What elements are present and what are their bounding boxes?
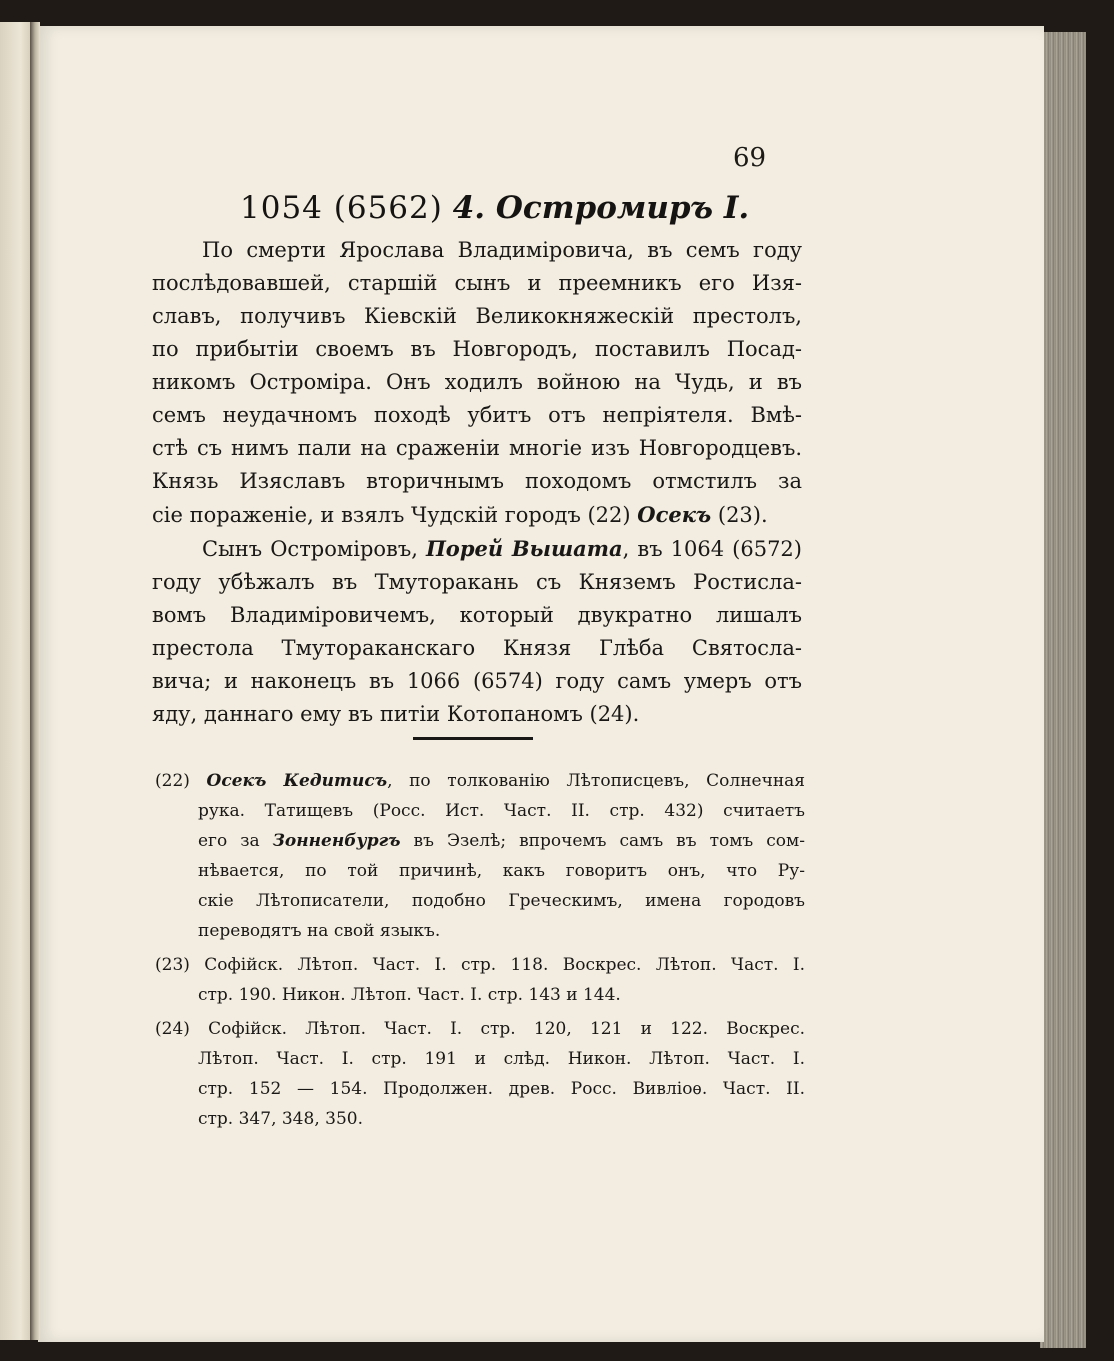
main-text	[152, 234, 802, 731]
text-line: престола Тмутораканскаго Князя Глѣба Святосла-	[152, 636, 802, 660]
footnote-line: скіе Лѣтописатели, подобно Греческимъ, имена городовъ	[198, 891, 805, 911]
right-page-stack-edge	[1040, 32, 1086, 1348]
text-run: Софійск. Лѣтоп. Част. I. стр. 120, 121 и 122. Воскрес.	[208, 1019, 805, 1039]
footnote-22	[155, 766, 805, 946]
footnote-marker: (23)	[155, 955, 190, 975]
footnote-line: стр. 347, 348, 350.	[198, 1109, 363, 1129]
footnotes	[155, 766, 805, 1138]
text-line: Князь Изяславъ вторичнымъ походомъ отмстилъ за	[152, 469, 802, 493]
footnote-line	[155, 950, 805, 980]
footnote-term: Зонненбургъ	[272, 831, 401, 851]
text-line: семъ неудачномъ походѣ убитъ отъ непріятеля. Вмѣ-	[152, 403, 802, 427]
text-line: никомъ Остроміра. Онъ ходилъ войною на Чудь, и въ	[152, 370, 802, 394]
text-line: послѣдовавшей, старшій сынъ и преемникъ его Изя-	[152, 271, 802, 295]
text-line: по прибытіи своемъ въ Новгородъ, поставилъ Посад-	[152, 337, 802, 361]
text-line: вомъ Владиміровичемъ, который двукратно лишалъ	[152, 603, 802, 627]
footnote-line	[155, 766, 805, 796]
text-line	[152, 498, 802, 532]
text-line	[152, 532, 802, 566]
text-run: Софійск. Лѣтоп. Част. I. стр. 118. Воскрес. Лѣтоп. Част. I.	[204, 955, 805, 975]
footnote-marker: (24)	[155, 1019, 190, 1039]
footnote-line: Лѣтоп. Част. I. стр. 191 и слѣд. Никон. Лѣтоп. Част. I.	[198, 1049, 805, 1069]
text-line: году убѣжалъ въ Тмуторакань съ Княземъ Ростисла-	[152, 570, 802, 594]
footnote-line: нѣвается, по той причинѣ, какъ говоритъ онъ, что Ру-	[198, 861, 805, 881]
footnote-24	[155, 1014, 805, 1134]
footnote-line: рука. Татищевъ (Росс. Ист. Част. II. стр. 432) считаетъ	[198, 801, 805, 821]
footnote-line: стр. 152 — 154. Продолжен. древ. Росс. Вивліоѳ. Част. II.	[198, 1079, 805, 1099]
heading-label: 4. Остромиръ I.	[452, 190, 750, 226]
text-line: славъ, получивъ Кіевскій Великокняжескій престолъ,	[152, 304, 802, 328]
footnote-line: переводятъ на свой языкъ.	[198, 921, 441, 941]
footnote-term: Осекъ Кедитисъ	[206, 771, 388, 791]
binding-gutter	[30, 22, 40, 1340]
footnote-line	[155, 826, 805, 856]
section-heading	[240, 190, 800, 226]
footnote-23	[155, 950, 805, 1010]
text-run: Сынъ Остроміровъ,	[202, 537, 426, 561]
heading-year: 1054 (6562)	[240, 190, 443, 226]
person-name: Порей Вышата	[425, 536, 623, 561]
text-line: По смерти Ярослава Владиміровича, въ семъ году	[202, 238, 802, 262]
text-line: вича; и наконецъ въ 1066 (6574) году самъ умеръ отъ	[152, 669, 802, 693]
text-line: яду, даннаго ему въ питіи Котопаномъ (24).	[152, 702, 640, 726]
footnote-marker: (22)	[155, 771, 190, 791]
text-run: (23).	[711, 503, 768, 527]
footnote-divider	[413, 737, 533, 740]
footnote-line: стр. 190. Никон. Лѣтоп. Част. I. стр. 143 и 144.	[198, 985, 621, 1005]
text-line: стѣ съ нимъ пали на сраженіи многіе изъ Новгородцевъ.	[152, 436, 802, 460]
place-name: Осекъ	[637, 502, 712, 527]
text-run: въ Эзелѣ; впрочемъ самъ въ томъ сом-	[400, 831, 805, 851]
text-run: , въ 1064 (6572)	[622, 537, 802, 561]
left-page-edge	[0, 22, 34, 1340]
text-run: сіе пораженіе, и взялъ Чудскій городъ (22)	[152, 503, 638, 527]
text-run: его за	[198, 831, 273, 851]
text-run: , по толкованію Лѣтописцевъ, Солнечная	[387, 771, 806, 791]
footnote-line	[155, 1014, 805, 1044]
page-number: 69	[733, 143, 767, 173]
